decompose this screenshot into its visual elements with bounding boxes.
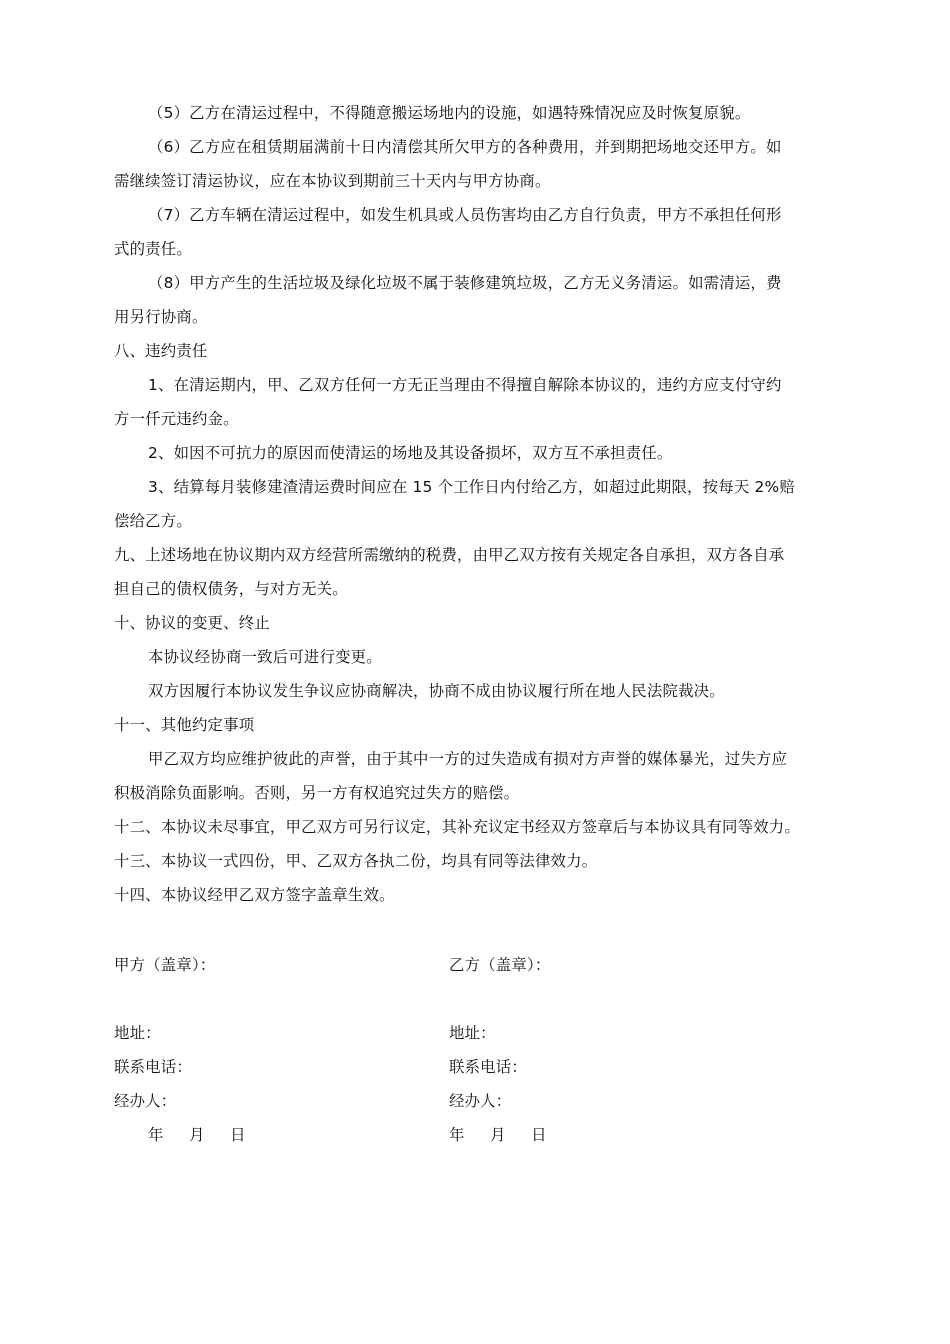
section-11-heading: 十一、其他约定事项 bbox=[114, 716, 255, 734]
clause-5: （5）乙方在清运过程中，不得随意搬运场地内的设施，如遇特殊情况应及时恢复原貌。 bbox=[148, 104, 751, 122]
section-8-item-3-line-1: 3、结算每月装修建渣清运费时间应在 15 个工作日内付给乙方，如超过此期限，按每天 2%赔 bbox=[148, 478, 795, 496]
clause-6-line-2: 需继续签订清运协议，应在本协议到期前三十天内与甲方协商。 bbox=[114, 172, 551, 190]
clause-8-line-1: （8）甲方产生的生活垃圾及绿化垃圾不属于装修建筑垃圾，乙方无义务清运。如需清运，费 bbox=[148, 274, 782, 292]
section-14: 十四、本协议经甲乙双方签字盖章生效。 bbox=[114, 886, 395, 904]
section-8-heading: 八、违约责任 bbox=[114, 342, 208, 360]
section-11-line-1: 甲乙双方均应维护彼此的声誉，由于其中一方的过失造成有损对方声誉的媒体暴光，过失方应 bbox=[148, 750, 788, 768]
party-b-phone-label: 联系电话： bbox=[449, 1058, 527, 1076]
party-b-handler-label: 经办人： bbox=[449, 1092, 512, 1110]
party-b-signature-block bbox=[449, 948, 769, 1152]
party-b-month-label: 月 bbox=[490, 1126, 506, 1144]
party-b-date bbox=[449, 1118, 769, 1152]
clause-7-line-2: 式的责任。 bbox=[114, 240, 192, 258]
party-b-day-label: 日 bbox=[531, 1126, 547, 1144]
section-9-line-2: 担自己的债权债务，与对方无关。 bbox=[114, 580, 348, 598]
party-a-year-label: 年 bbox=[148, 1126, 164, 1144]
section-10-heading: 十、协议的变更、终止 bbox=[114, 614, 270, 632]
section-11-line-2: 积极消除负面影响。否则，另一方有权追究过失方的赔偿。 bbox=[114, 784, 520, 802]
party-a-phone-label: 联系电话： bbox=[114, 1058, 192, 1076]
party-a-seal-label: 甲方（盖章）： bbox=[114, 956, 216, 974]
party-a-day-label: 日 bbox=[230, 1126, 246, 1144]
party-b-address-label: 地址： bbox=[449, 1024, 496, 1042]
section-10-paragraph-2: 双方因履行本协议发生争议应协商解决，协商不成由协议履行所在地人民法院裁决。 bbox=[148, 682, 725, 700]
clause-7-line-1: （7）乙方车辆在清运过程中，如发生机具或人员伤害均由乙方自行负责，甲方不承担任何形 bbox=[148, 206, 782, 224]
section-8-item-2: 2、如因不可抗力的原因而使清运的场地及其设备损坏，双方互不承担责任。 bbox=[148, 444, 673, 462]
party-a-address-label: 地址： bbox=[114, 1024, 161, 1042]
party-b-seal-label: 乙方（盖章）： bbox=[449, 956, 551, 974]
party-a-date bbox=[114, 1118, 434, 1152]
section-8-item-1-line-2: 方一仟元违约金。 bbox=[114, 410, 239, 428]
clause-6-line-1: （6）乙方应在租赁期届满前十日内清偿其所欠甲方的各种费用，并到期把场地交还甲方。如 bbox=[148, 138, 782, 156]
section-10-paragraph-1: 本协议经协商一致后可进行变更。 bbox=[148, 648, 382, 666]
party-a-month-label: 月 bbox=[189, 1126, 205, 1144]
section-8-item-3-line-2: 偿给乙方。 bbox=[114, 512, 192, 530]
section-8-item-1-line-1: 1、在清运期内，甲、乙双方任何一方无正当理由不得擅自解除本协议的，违约方应支付守约 bbox=[148, 376, 782, 394]
party-b-year-label: 年 bbox=[449, 1126, 465, 1144]
party-a-signature-block bbox=[114, 948, 434, 1152]
contract-body bbox=[114, 96, 844, 912]
section-12: 十二、本协议未尽事宜，甲乙双方可另行议定，其补充议定书经双方签章后与本协议具有同等效力。 bbox=[114, 818, 800, 836]
section-9-line-1: 九、上述场地在协议期内双方经营所需缴纳的税费，由甲乙双方按有关规定各自承担，双方各自承 bbox=[114, 546, 785, 564]
party-a-handler-label: 经办人： bbox=[114, 1092, 177, 1110]
section-13: 十三、本协议一式四份，甲、乙双方各执二份，均具有同等法律效力。 bbox=[114, 852, 598, 870]
clause-8-line-2: 用另行协商。 bbox=[114, 308, 208, 326]
